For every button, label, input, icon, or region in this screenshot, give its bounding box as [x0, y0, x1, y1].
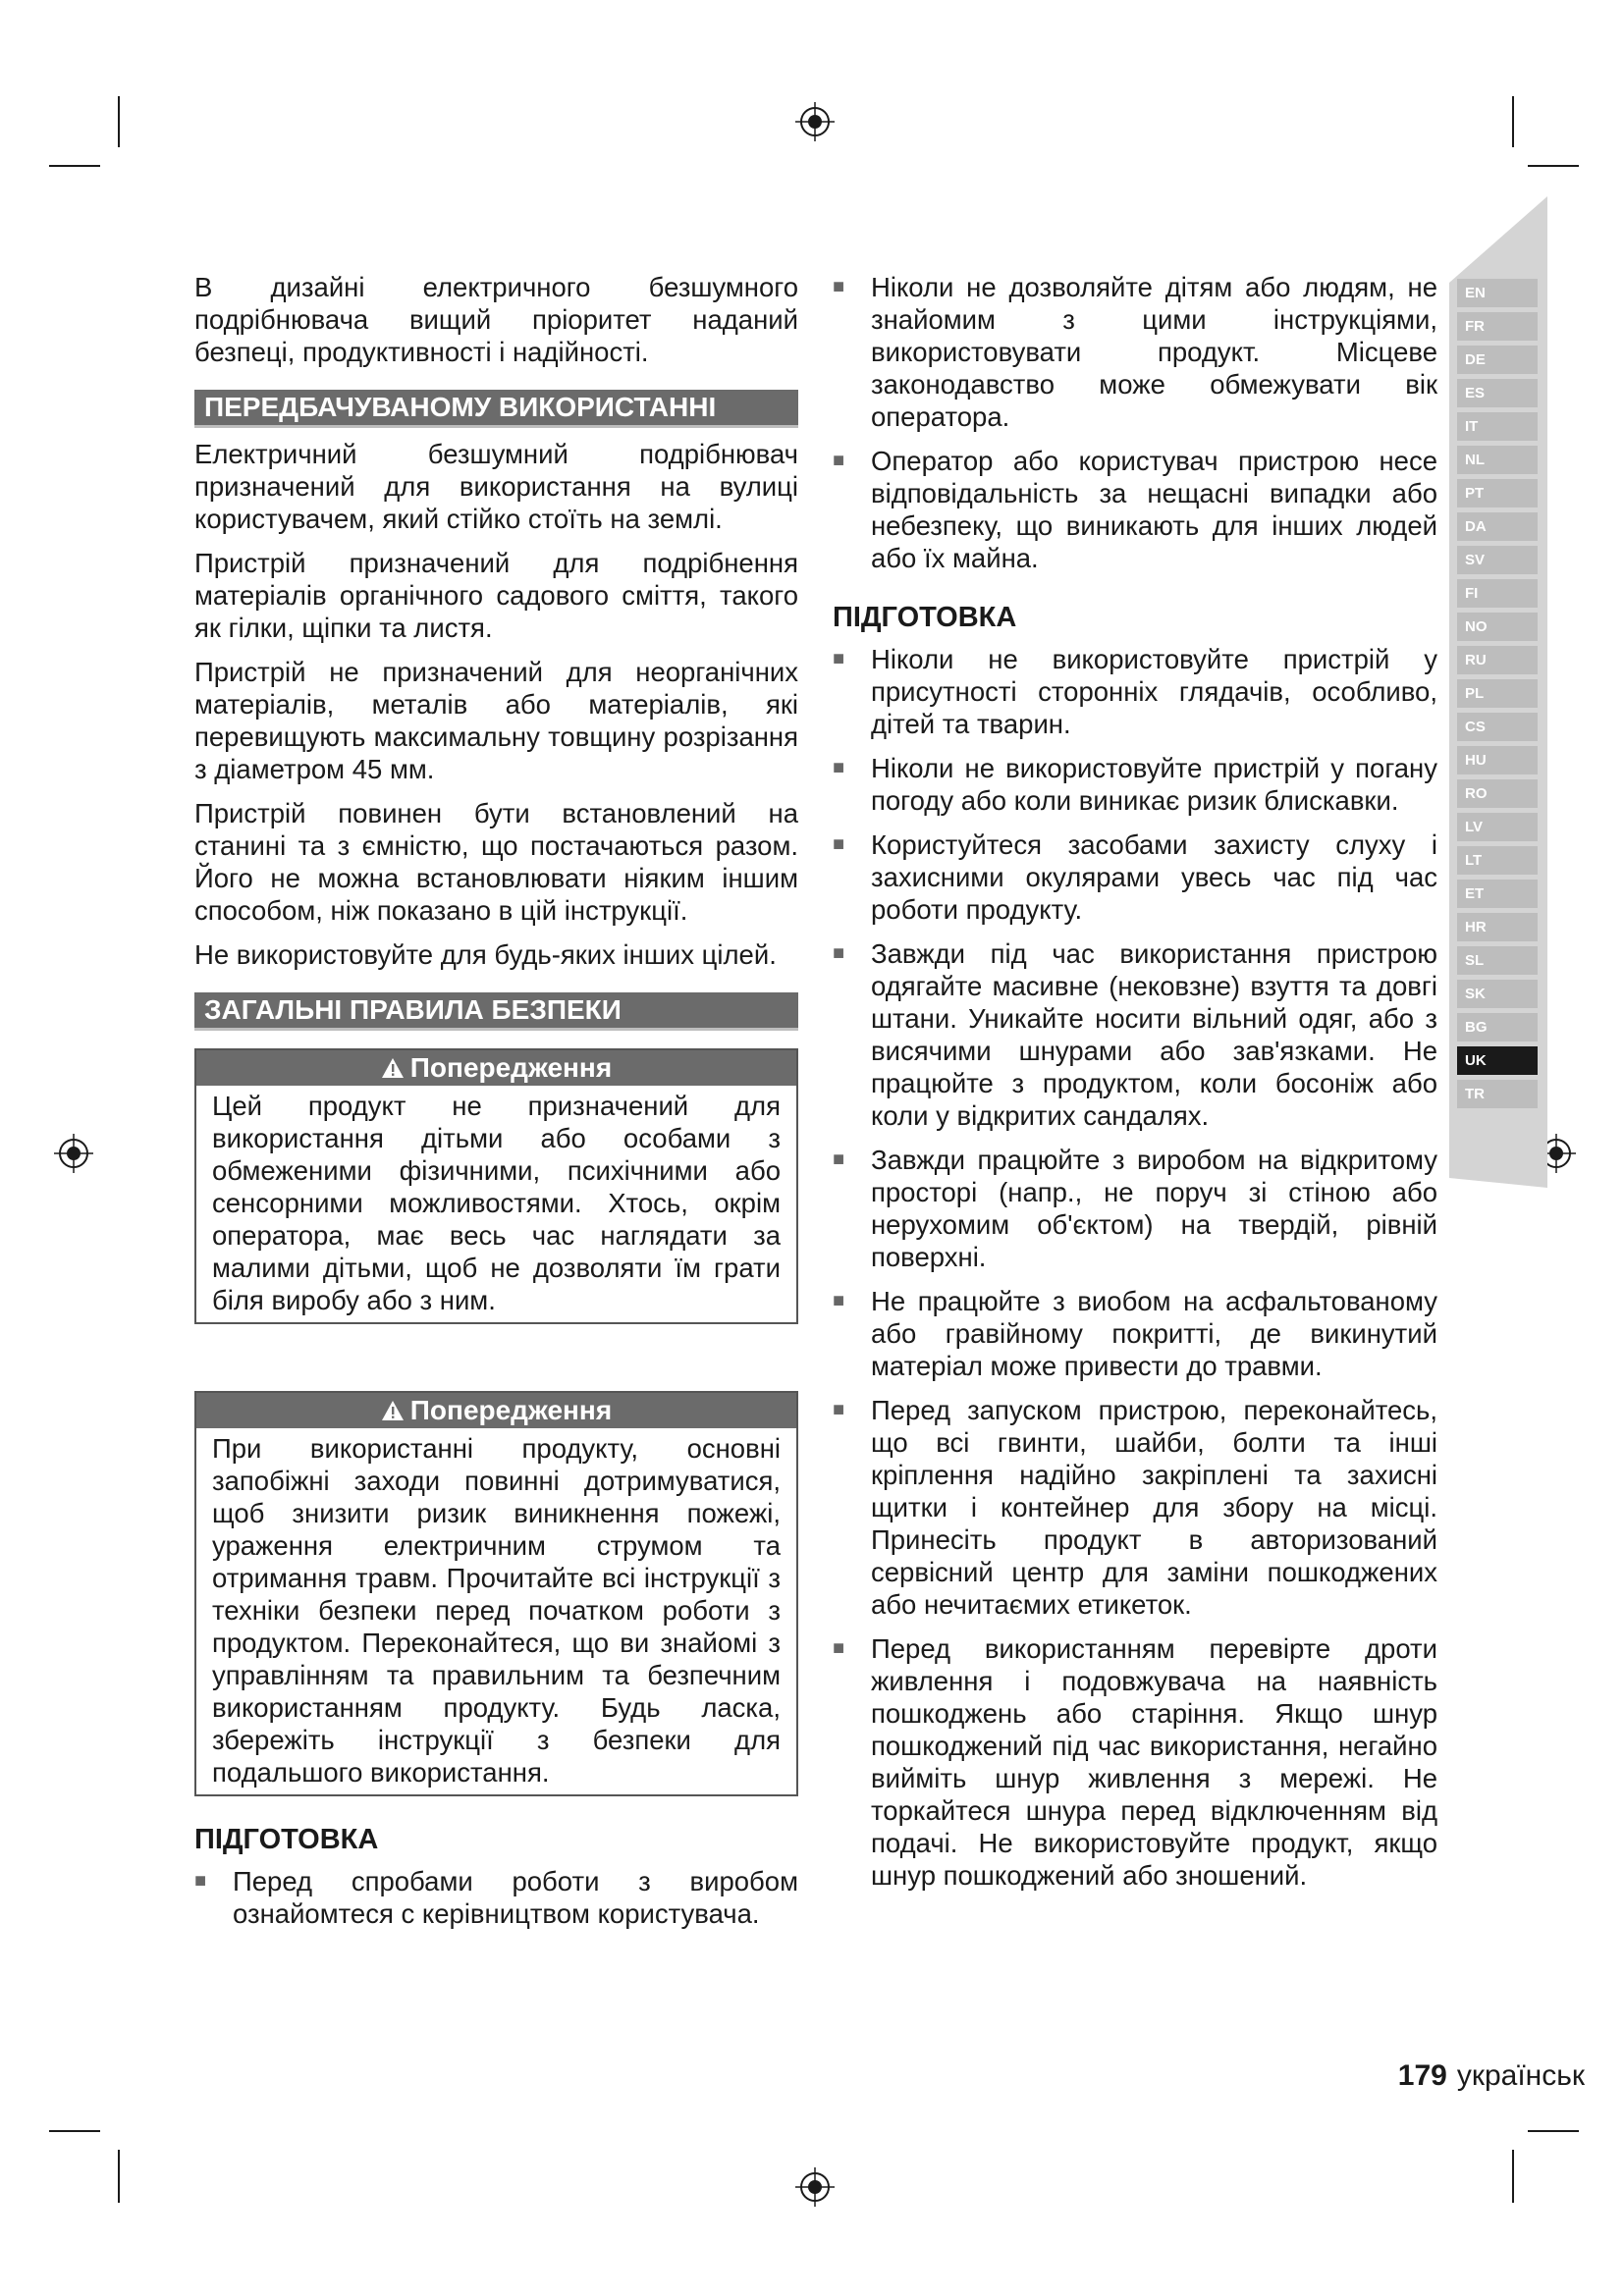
- language-tab[interactable]: PL: [1457, 679, 1538, 708]
- language-tab[interactable]: SK: [1457, 980, 1538, 1008]
- bullet-text: Ніколи не дозволяйте дітям або людям, не знайомим з цими інструкціями, використовувати продукт. Місцеве законодавство може обмежувати вік оператора.: [871, 272, 1437, 432]
- heading-preparation: ПІДГОТОВКА: [194, 1824, 379, 1855]
- right-column: [833, 271, 1437, 1903]
- language-tab[interactable]: CS: [1457, 713, 1538, 741]
- intro-paragraph: В дизайні електричного безшумного подрібнювача вищий пріоритет наданий безпеці, продуктивності і надійності.: [194, 272, 798, 367]
- square-bullet-icon: ■: [833, 833, 845, 855]
- paragraph: Пристрій не призначений для неорганічних матеріалів, металів або матеріалів, які перевищують максимальну товщину розрізання з діаметром 45 мм.: [194, 657, 798, 784]
- language-tab[interactable]: FR: [1457, 312, 1538, 341]
- bullet-item: [833, 271, 1437, 433]
- language-tab[interactable]: RO: [1457, 779, 1538, 808]
- bullet-text: Перед використанням перевірте дроти живлення і подовжувача на наявність пошкоджень або старіння. Якщо шнур пошкоджений під час використання, негайно вийміть шнур живлення з мережі. Не торкайтеся шнура перед відключенням від подачі. Не використовуйте продукт, якщо шнур пошкоджений або зношений.: [871, 1633, 1437, 1891]
- heading-preparation: ПІДГОТОВКА: [833, 602, 1017, 633]
- warning-text: При використанні продукту, основні запобіжні заходи повинні дотримуватися, щоб знизити ризик виникнення пожежі, ураження електричним струмом та отримання травм. Прочитайте всі інструкції з техніки безпеки перед початком роботи з продуктом. Переконайтеся, що ви знайомі з управлінням та правильним та безпечним використанням продукту. Будь ласка, збережіть інструкції з безпеки для подальшого використання.: [212, 1433, 781, 1788]
- square-bullet-icon: ■: [833, 276, 845, 297]
- bullet-item: [833, 643, 1437, 740]
- square-bullet-icon: ■: [833, 450, 845, 471]
- warning-header: [196, 1050, 796, 1086]
- registration-mark-icon: [795, 102, 835, 141]
- paragraph: Не використовуйте для будь-яких інших цілей.: [194, 939, 777, 970]
- language-tab-active[interactable]: UK: [1457, 1046, 1538, 1075]
- page-number: 179: [1397, 2059, 1447, 2092]
- language-tab[interactable]: LT: [1457, 846, 1538, 875]
- language-tab[interactable]: BG: [1457, 1013, 1538, 1041]
- language-tab[interactable]: IT: [1457, 412, 1538, 441]
- paragraph: Електричний безшумний подрібнювач призначений для використання на вулиці користувачем, який стійко стоїть на землі.: [194, 439, 798, 534]
- square-bullet-icon: ■: [833, 1148, 845, 1170]
- square-bullet-icon: ■: [194, 1870, 207, 1892]
- bullet-item: [833, 937, 1437, 1132]
- left-column: [194, 271, 798, 1942]
- bullet-text: Завжди під час використання пристрою одягайте масивне (нековзне) взуття та довгі штани. Уникайте носити вільний одяг, або з висячими шнурами або зав'язками. Не працюйте з продуктом, коли босоніж або коли у відкритих сандалях.: [871, 938, 1437, 1131]
- bullet-item: [833, 752, 1437, 817]
- crop-mark: [1528, 165, 1579, 167]
- footer-language: українськ: [1456, 2059, 1585, 2092]
- square-bullet-icon: ■: [833, 757, 845, 778]
- square-bullet-icon: ■: [833, 1290, 845, 1311]
- crop-mark: [1512, 2150, 1514, 2203]
- crop-mark: [1528, 2130, 1579, 2132]
- registration-mark-icon: [54, 1134, 93, 1173]
- bullet-item: [833, 1632, 1437, 1892]
- bullet-text: Перед запуском пристрою, переконайтесь, що всі гвинти, шайби, болти та інші кріплення надійно закріплені та захисні щитки і контейнер для збору на місці. Принесіть продукт в авторизований сервісний центр для заміни пошкоджених або нечитаємих етикеток.: [871, 1395, 1437, 1620]
- bullet-text: Завжди працюйте з виробом на відкритому просторі (напр., не поруч зі стіною або нерухомим об'єктом) на твердій, рівній поверхні.: [871, 1145, 1437, 1272]
- language-tab[interactable]: RU: [1457, 646, 1538, 674]
- warning-box: [194, 1048, 798, 1324]
- paragraph: Пристрій призначений для подрібнення матеріалів органічного садового сміття, такого як гілки, щіпки та листя.: [194, 548, 798, 643]
- bullet-item: [194, 1865, 798, 1930]
- square-bullet-icon: ■: [833, 942, 845, 964]
- language-tab[interactable]: ES: [1457, 379, 1538, 407]
- language-tab[interactable]: ET: [1457, 880, 1538, 908]
- bullet-text: Не працюйте з виобом на асфальтованому або гравійному покритті, де викинутий матеріал може привести до травми.: [871, 1286, 1437, 1381]
- language-tab[interactable]: LV: [1457, 813, 1538, 841]
- crop-mark: [49, 165, 100, 167]
- language-tab[interactable]: NL: [1457, 446, 1538, 474]
- section-title-intended-use: ПЕРЕДБАЧУВАНОМУ ВИКОРИСТАННІ: [194, 390, 798, 428]
- language-tab[interactable]: SV: [1457, 546, 1538, 574]
- bullet-item: [833, 1144, 1437, 1273]
- crop-mark: [118, 96, 120, 147]
- bullet-item: [833, 1394, 1437, 1621]
- bullet-text: Ніколи не використовуйте пристрій у присутності сторонніх глядачів, особливо, дітей та тварин.: [871, 644, 1437, 739]
- registration-mark-icon: [795, 2167, 835, 2207]
- language-tab[interactable]: DE: [1457, 346, 1538, 374]
- warning-triangle-icon: [381, 1400, 405, 1421]
- warning-box: [194, 1391, 798, 1796]
- bullet-item: [833, 1285, 1437, 1382]
- bullet-item: [833, 445, 1437, 574]
- language-tab[interactable]: DA: [1457, 512, 1538, 541]
- page-footer: [1398, 2059, 1585, 2093]
- language-tab[interactable]: PT: [1457, 479, 1538, 507]
- crop-mark: [1512, 96, 1514, 147]
- bullet-text: Ніколи не використовуйте пристрій у погану погоду або коли виникає ризик блискавки.: [871, 753, 1437, 816]
- warning-label: Попередження: [409, 1052, 613, 1083]
- square-bullet-icon: ■: [833, 1399, 845, 1420]
- warning-header: [196, 1393, 796, 1428]
- crop-mark: [118, 2150, 120, 2203]
- warning-label: Попередження: [409, 1395, 613, 1425]
- language-tab[interactable]: HU: [1457, 746, 1538, 774]
- warning-text: Цей продукт не призначений для використання дітьми або особами з обмеженими фізичними, психічними або сенсорними можливостями. Хтось, окрім оператора, має весь час наглядати за малими дітьми, щоб не дозволяти їм грати біля виробу або з ним.: [212, 1091, 781, 1315]
- language-tab[interactable]: NO: [1457, 613, 1538, 641]
- paragraph: Пристрій повинен бути встановлений на станині та з ємністю, що постачаються разом. Його не можна встановлювати ніяким іншим способом, ніж показано в цій інструкції.: [194, 798, 798, 926]
- bullet-text: Оператор або користувач пристрою несе відповідальність за нещасні випадки або небезпеку, що виникають для інших людей або їх майна.: [871, 446, 1437, 573]
- square-bullet-icon: ■: [833, 1637, 845, 1659]
- bullet-text: Користуйтеся засобами захисту слуху і захисними окулярами увесь час під час роботи продукту.: [871, 829, 1437, 925]
- language-tab[interactable]: EN: [1457, 279, 1538, 307]
- warning-triangle-icon: [381, 1057, 405, 1079]
- language-tab[interactable]: FI: [1457, 579, 1538, 608]
- square-bullet-icon: ■: [833, 648, 845, 669]
- language-tab[interactable]: TR: [1457, 1080, 1538, 1108]
- language-tab[interactable]: HR: [1457, 913, 1538, 941]
- bullet-text: Перед спробами роботи з виробом ознайомтеся с керівництвом користувача.: [233, 1866, 798, 1929]
- language-tab[interactable]: SL: [1457, 946, 1538, 975]
- section-title-general-safety: ЗАГАЛЬНІ ПРАВИЛА БЕЗПЕКИ: [194, 992, 798, 1031]
- crop-mark: [49, 2130, 100, 2132]
- bullet-item: [833, 828, 1437, 926]
